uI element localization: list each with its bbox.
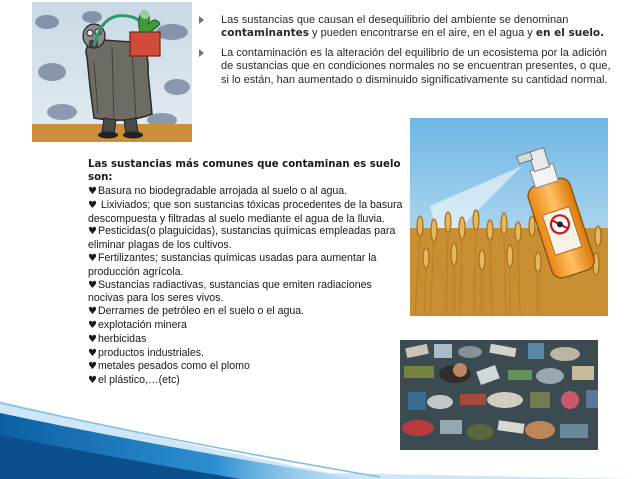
list-item-text: metales pesados como el plomo [97,360,250,373]
list-item [88,374,406,388]
list-item [88,319,406,333]
pesticide-spray-illustration [410,118,608,316]
heart-icon: ♥ [88,199,97,211]
list-item-text: explotación minera [97,318,187,331]
bullet-contaminacion [198,47,616,87]
blue-swoosh-decoration [0,395,638,479]
bullet-1-term-soil: en el suelo. [535,27,605,40]
list-item [88,252,406,279]
bullet-1-term: contaminantes [221,27,309,40]
list-item [88,305,406,319]
pollutants-list [88,158,406,388]
bullet-1-text: Las sustancias que causan el desequilibrio del ambiente se denominan [221,14,569,26]
list-item [88,225,406,252]
list-item-text: Sustancias radiactivas, sustancias que emiten radiaciones nocivas para los seres vivos. [88,278,372,305]
list-item [88,360,406,374]
list-item [88,185,406,199]
list-item-text: Derrames de petróleo en el suelo o el agua. [97,305,305,318]
bullet-contaminantes [198,14,616,41]
pollutants-title: Las sustancias más comunes que contaminan es suelo son: [88,159,401,183]
bullet-1-text-middle: y pueden encontrarse en el aire, en el agua y [308,27,536,40]
intro-bullets [198,14,616,93]
list-item-text: Pesticidas(o plaguicidas), sustancias químicas empleadas para eliminar plagas de los cultivos. [88,225,396,252]
heart-icon: ♥ [88,279,97,291]
bullet-arrow-icon [199,16,204,24]
list-item [88,279,406,306]
heart-icon: ♥ [88,333,97,345]
bullet-arrow-icon [199,49,204,57]
list-item-text: el plástico,…(etc) [97,374,180,387]
heart-icon: ♥ [88,319,97,331]
heart-icon: ♥ [88,347,97,359]
heart-icon: ♥ [88,226,97,238]
heart-icon: ♥ [88,186,97,197]
list-item-text: Lixiviados; que son sustancias tóxicas procedentes de la basura descompuesta y filtradas al suelo mediante el agua de la lluvia. [88,198,403,225]
list-item-text: productos industriales. [97,346,204,359]
heart-icon: ♥ [88,361,97,373]
list-item [88,333,406,347]
list-item [88,199,406,226]
list-item [88,347,406,361]
list-item-text: herbicidas [97,332,147,345]
bullet-2-text: La contaminación es la alteración del equilibrio de un ecosistema por la adición de sustancias que en condiciones normales no se encuentran presentes, o que, si lo están, han aumentado o disminuido significativamente su cantidad normal. [221,46,611,86]
gas-mask-man-illustration [32,2,192,142]
heart-icon: ♥ [88,375,97,387]
heart-icon: ♥ [88,252,97,264]
list-item-text: Fertilizantes; sustancias químicas usadas para aumentar la producción agrícola. [88,251,377,278]
heart-icon: ♥ [88,306,97,318]
list-item-text: Basura no biodegradable arrojada al suelo o al agua. [97,185,348,197]
